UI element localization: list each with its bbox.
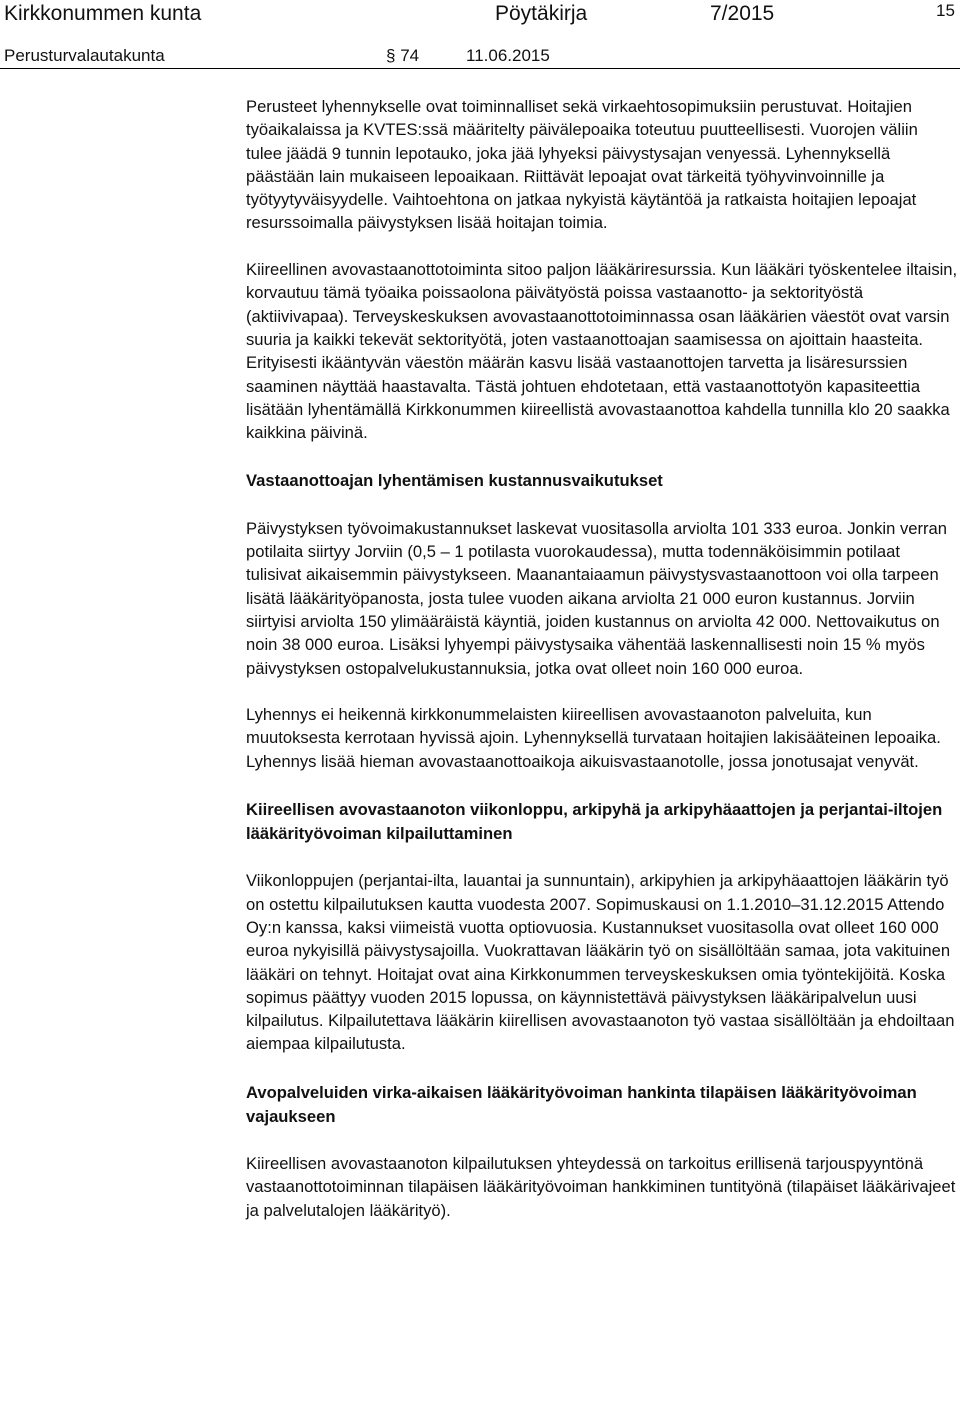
heading-temporary-physician-procurement: Avopalveluiden virka-aikaisen lääkärityövoiman hankinta tilapäisen lääkärityövoiman vajaukseen bbox=[246, 1082, 917, 1126]
document-body bbox=[246, 95, 958, 1222]
paragraph-cost-effects: Päivystyksen työvoimakustannukset laskevat vuositasolla arviolta 101 333 euroa. Jonkin verran potilaita siirtyy Jorviin (0,5 – 1 potilasta vuorokaudessa), mutta todennäköisimmin potilaat tulisivat aikaisemmin päivystykseen. Maanantaiaamun päivystysvastaanottoon voi olla tarpeen lisätä lääkärityöpanosta, josta tulee vuoden aikana arviolta 21 000 euron kustannus. Jorviin siirtyisi arviolta 150 ylimääräistä käyntiä, joiden kustannus on arviolta 42 000. Nettovaikutus on noin 38 000 euroa. Lisäksi lyhyempi päivystysaika vähentää laskennallisesti noin 15 % myös päivystyksen ostopalvelukustannuksia, jotka ovat olleet noin 160 000 euroa. bbox=[246, 518, 947, 678]
section-number: 74 bbox=[400, 46, 420, 65]
municipality-name: Kirkkonummen kunta bbox=[4, 2, 202, 25]
paragraph-weekend-tendering: Viikonloppujen (perjantai-ilta, lauantai ja sunnuntain), arkipyhien ja arkipyhäaattojen lääkärin työ on ostettu kilpailutuksen kautta vuodesta 2007. Sopimuskausi on 1.1.2010–31.12.2015 Attendo Oy:n kanssa, kaksi viimeistä vuotta optiovuosia. Kustannukset vuositasolla ovat olleet 160 000 euroa nykyisillä päivystysajoilla. Vuokrattavan lääkärin työ on sisällöltään samaa, jota vakituinen lääkäri on tehnyt. Hoitajat ovat aina Kirkkonummen terveyskeskuksen omia työntekijöitä. Koska sopimus päättyy vuoden 2015 lopussa, on käynnistettävä päivystyksen lääkäripalvelun uusi kilpailutus. Kilpailutettava lääkärin kiirellisen avovastaanoton työ vastaa sisällöltään ja ehdoiltaan aiempaa kilpailutusta. bbox=[246, 871, 955, 1054]
paragraph-service-impact: Lyhennys ei heikennä kirkkonummelaisten kiireellisen avovastaanoton palveluita, kun muutoksesta kerrotaan hyvissä ajoin. Lyhennyksellä turvataan hoitajien lakisääteinen lepoaika. Lyhennys lisää hieman avovastaanottoaikoja aikuisvastaanotolle, jossa jonotusajat venyvät. bbox=[246, 705, 941, 771]
section-symbol: § bbox=[386, 46, 396, 65]
meeting-date: 11.06.2015 bbox=[466, 46, 550, 65]
heading-cost-effects: Vastaanottoajan lyhentämisen kustannusvaikutukset bbox=[246, 471, 663, 491]
paragraph-physician-resources: Kiireellinen avovastaanottotoiminta sitoo paljon lääkäriresurssia. Kun lääkäri työskentelee iltaisin, korvautuu tämä työaika poissaolona päivätyöstä poissa vastaanotto- ja sektorityöstä (aktiivivapaa). Terveyskeskuksen avovastaanottotoiminnassa osan lääkärien väestöt ovat varsin suuria ja kaikki tekevät sektorityötä, joten vastaanottoajan saamisessa on ajoittain haasteita. Erityisesti ikääntyvän väestön määrän kasvu lisää vastaanottojen tarvetta ja lisäresurssien saaminen näyttää haastavalta. Tästä johtuen ehdotetaan, että vastaanottotyön kapasiteettia lisätään lyhentämällä Kirkkonummen kiireellistä avovastaanottoa kahdella tunnilla klo 20 saakka kaikkina päivinä. bbox=[246, 260, 958, 443]
header-divider bbox=[0, 68, 960, 69]
section-reference bbox=[386, 46, 419, 66]
paragraph-rest-period-rationale: Perusteet lyhennykselle ovat toiminnalliset sekä virkaehtosopimuksiin perustuvat. Hoitajien työaikalaissa ja KVTES:ssä määritelty päivälepoaika toteutuu puutteellisesti. Vuorojen väliin tulee jäädä 9 tunnin lepotauko, joka jää lyhyeksi päivystysajan venyessä. Lyhennyksellä päästään lain mukaiseen lepoaikaan. Riittävät lepoajat ovat tärkeitä työhyvinvoinnille ja työtyytyväisyydelle. Vaihtoehtona on jatkaa nykyistä käytäntöä ja ratkaista hoitajien lepoajat resurssoimalla päivystyksen lisää hoitajan toimia. bbox=[246, 97, 918, 233]
document-type: Pöytäkirja bbox=[495, 2, 588, 25]
document-number: 7/2015 bbox=[710, 2, 775, 25]
heading-weekend-tendering: Kiireellisen avovastaanoton viikonloppu, arkipyhä ja arkipyhäaattojen ja perjantai-iltojen lääkärityövoiman kilpailuttaminen bbox=[246, 800, 943, 844]
page-number: 15 bbox=[936, 1, 955, 20]
committee-name: Perusturvalautakunta bbox=[4, 46, 165, 65]
paragraph-temporary-physician-procurement: Kiireellisen avovastaanoton kilpailutuksen yhteydessä on tarkoitus erillisenä tarjouspyyntönä vastaanottotoiminnan tilapäisen lääkärityövoiman hankkiminen tuntityönä (tilapäiset lääkärivajeet ja palvelutalojen lääkärityö). bbox=[246, 1153, 956, 1220]
